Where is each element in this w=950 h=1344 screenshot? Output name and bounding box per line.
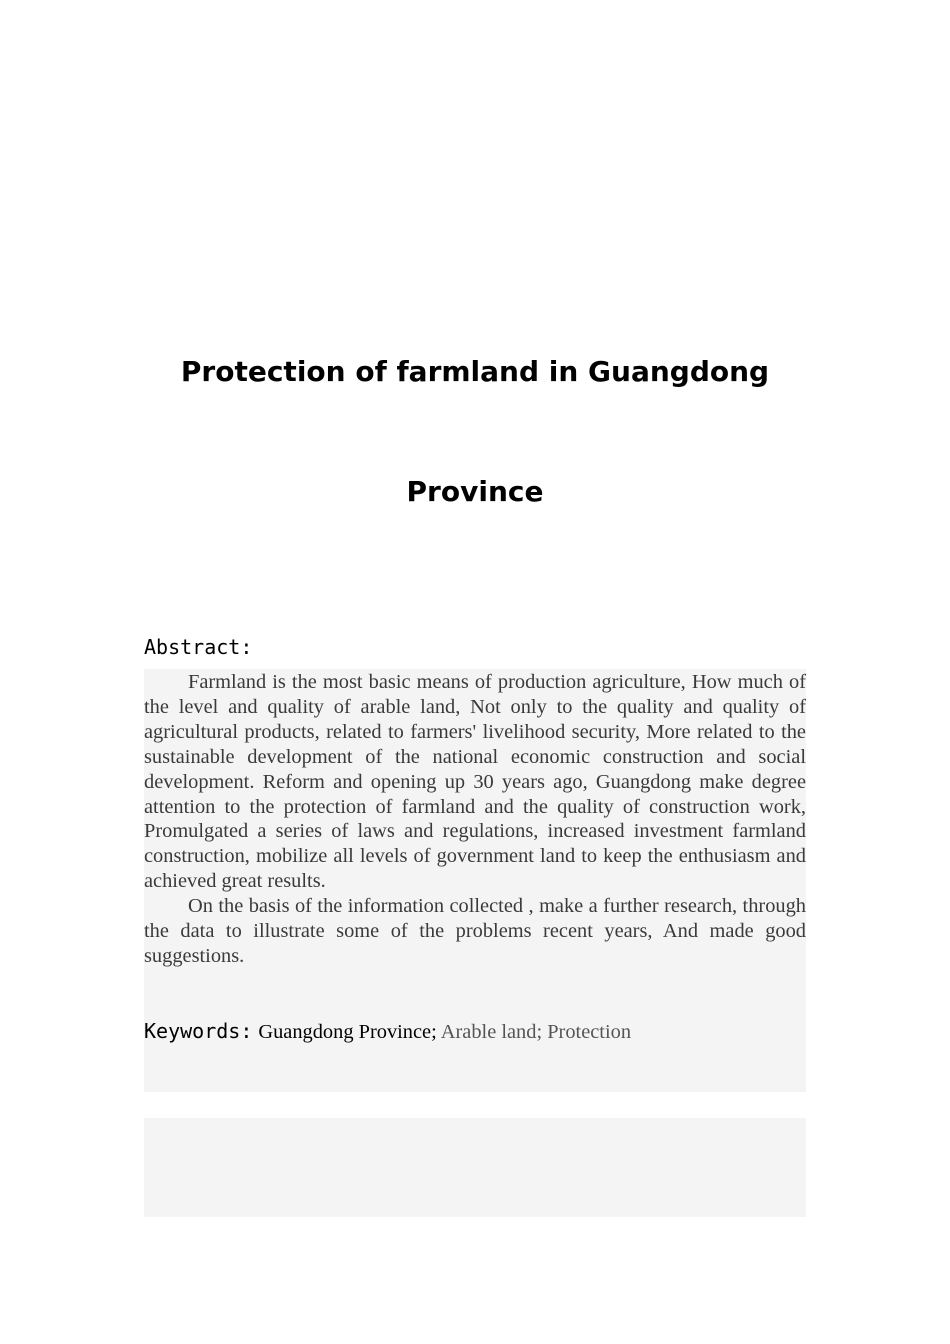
keyword-guangdong-province: Guangdong Province;	[258, 1021, 437, 1043]
abstract-body	[144, 670, 806, 969]
keywords-label: Keywords:	[144, 1019, 253, 1043]
abstract-paragraph-1: Farmland is the most basic means of production agriculture, How much of the level and quality of arable land, Not only to the quality and quality of agricultural products, related to farmers' livelihood security, More related to the sustainable development of the national economic construction and social development. Reform and opening up 30 years ago, Guangdong make degree attention to the protection of farmland and the quality of construction work, Promulgated a series of laws and regulations, increased investment farmland construction, mobilize all levels of government land to keep the enthusiasm and achieved great results.	[144, 671, 806, 893]
abstract-heading: Abstract:	[144, 635, 253, 659]
blank-shaded-box	[144, 1118, 806, 1217]
document-title-line-1: Protection of farmland in Guangdong	[180, 355, 770, 388]
document-title-line-2: Province	[406, 475, 544, 508]
keywords-rest: Arable land; Protection	[440, 1021, 632, 1043]
abstract-paragraph-2: On the basis of the information collected , make a further research, through the data to illustrate some of the problems recent years, And made good suggestions.	[144, 895, 806, 967]
keywords-line	[144, 1017, 806, 1048]
